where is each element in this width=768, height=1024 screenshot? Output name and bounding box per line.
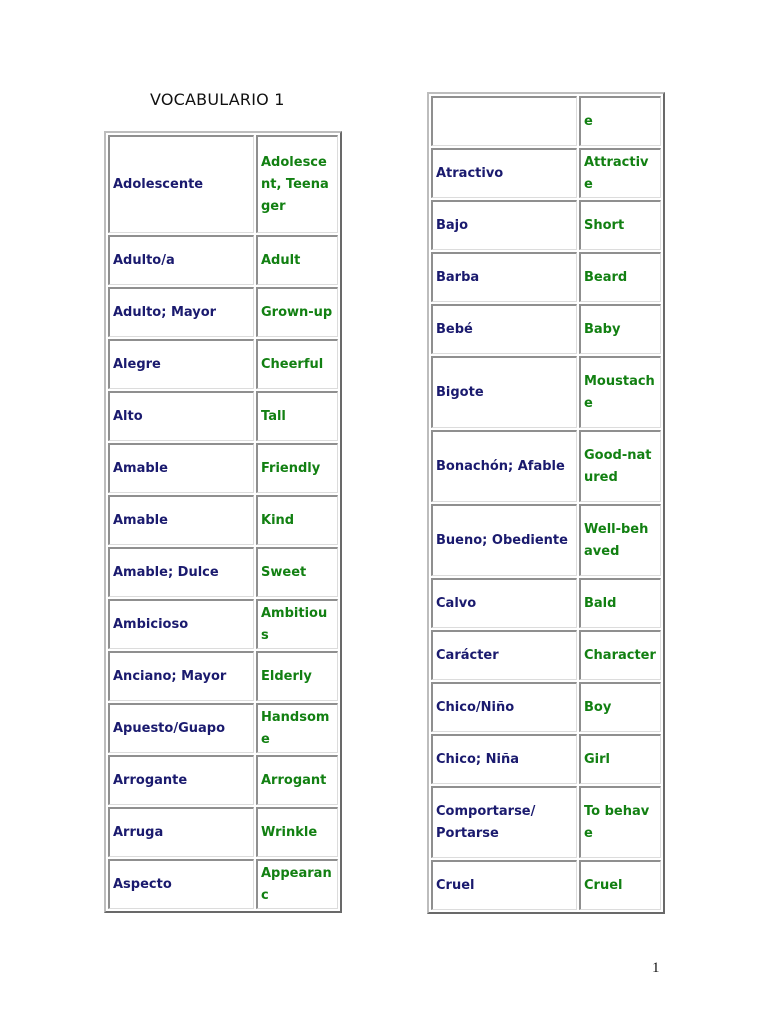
english-translation-cell: Friendly xyxy=(256,443,338,493)
table-row xyxy=(108,443,338,493)
table-row xyxy=(431,734,661,784)
table-row xyxy=(108,287,338,337)
spanish-term-cell: Amable xyxy=(108,443,254,493)
spanish-term-cell: Ambicioso xyxy=(108,599,254,649)
english-translation-cell: Sweet xyxy=(256,547,338,597)
english-translation-cell: Wrinkle xyxy=(256,807,338,857)
table-row xyxy=(431,860,661,910)
spanish-term-cell: Amable xyxy=(108,495,254,545)
spanish-term-cell: Bueno; Obediente xyxy=(431,504,577,576)
english-translation-cell: Attractive xyxy=(579,148,661,198)
page-number: 1 xyxy=(652,960,660,976)
spanish-term-cell: Arrogante xyxy=(108,755,254,805)
spanish-term-cell: Chico/Niño xyxy=(431,682,577,732)
spanish-term-cell: Anciano; Mayor xyxy=(108,651,254,701)
table-row xyxy=(108,599,338,649)
english-translation-cell: Good-natured xyxy=(579,430,661,502)
table-row xyxy=(108,339,338,389)
spanish-term-cell xyxy=(431,96,577,146)
table-row xyxy=(431,252,661,302)
table-row xyxy=(431,682,661,732)
english-translation-cell: Girl xyxy=(579,734,661,784)
english-translation-cell: Ambitious xyxy=(256,599,338,649)
table-row xyxy=(108,495,338,545)
english-translation-cell: Character xyxy=(579,630,661,680)
spanish-term-cell: Comportarse/ Portarse xyxy=(431,786,577,858)
spanish-term-cell: Aspecto xyxy=(108,859,254,909)
spanish-term-cell: Bigote xyxy=(431,356,577,428)
english-translation-cell: e xyxy=(579,96,661,146)
table-row xyxy=(108,703,338,753)
english-translation-cell: Boy xyxy=(579,682,661,732)
english-translation-cell: Short xyxy=(579,200,661,250)
spanish-term-cell: Arruga xyxy=(108,807,254,857)
spanish-term-cell: Adolescente xyxy=(108,135,254,233)
table-row xyxy=(431,96,661,146)
english-translation-cell: To behave xyxy=(579,786,661,858)
table-row xyxy=(108,807,338,857)
english-translation-cell: Beard xyxy=(579,252,661,302)
english-translation-cell: Well-behaved xyxy=(579,504,661,576)
table-row xyxy=(431,304,661,354)
english-translation-cell: Tall xyxy=(256,391,338,441)
table-row xyxy=(108,135,338,233)
table-row xyxy=(108,859,338,909)
spanish-term-cell: Apuesto/Guapo xyxy=(108,703,254,753)
spanish-term-cell: Atractivo xyxy=(431,148,577,198)
spanish-term-cell: Adulto/a xyxy=(108,235,254,285)
english-translation-cell: Cruel xyxy=(579,860,661,910)
spanish-term-cell: Cruel xyxy=(431,860,577,910)
spanish-term-cell: Carácter xyxy=(431,630,577,680)
english-translation-cell: Cheerful xyxy=(256,339,338,389)
vocabulary-table-right xyxy=(427,92,665,914)
table-row xyxy=(108,755,338,805)
spanish-term-cell: Bebé xyxy=(431,304,577,354)
vocabulary-table-left xyxy=(104,131,342,913)
table-row xyxy=(108,651,338,701)
english-translation-cell: Elderly xyxy=(256,651,338,701)
spanish-term-cell: Chico; Niña xyxy=(431,734,577,784)
spanish-term-cell: Alto xyxy=(108,391,254,441)
table-row xyxy=(431,786,661,858)
spanish-term-cell: Calvo xyxy=(431,578,577,628)
table-row xyxy=(431,578,661,628)
table-row xyxy=(431,200,661,250)
english-translation-cell: Bald xyxy=(579,578,661,628)
table-row xyxy=(431,504,661,576)
english-translation-cell: Kind xyxy=(256,495,338,545)
table-row xyxy=(431,630,661,680)
spanish-term-cell: Bajo xyxy=(431,200,577,250)
spanish-term-cell: Bonachón; Afable xyxy=(431,430,577,502)
english-translation-cell: Arrogant xyxy=(256,755,338,805)
spanish-term-cell: Amable; Dulce xyxy=(108,547,254,597)
english-translation-cell: Adult xyxy=(256,235,338,285)
table-row xyxy=(431,356,661,428)
table-row xyxy=(108,547,338,597)
english-translation-cell: Adolescent, Teenager xyxy=(256,135,338,233)
table-row xyxy=(108,235,338,285)
english-translation-cell: Grown-up xyxy=(256,287,338,337)
table-row xyxy=(431,148,661,198)
table-row xyxy=(431,430,661,502)
table-row xyxy=(108,391,338,441)
english-translation-cell: Handsome xyxy=(256,703,338,753)
spanish-term-cell: Barba xyxy=(431,252,577,302)
english-translation-cell: Moustache xyxy=(579,356,661,428)
spanish-term-cell: Adulto; Mayor xyxy=(108,287,254,337)
english-translation-cell: Baby xyxy=(579,304,661,354)
spanish-term-cell: Alegre xyxy=(108,339,254,389)
english-translation-cell: Appearanc xyxy=(256,859,338,909)
page-title: VOCABULARIO 1 xyxy=(150,90,285,109)
